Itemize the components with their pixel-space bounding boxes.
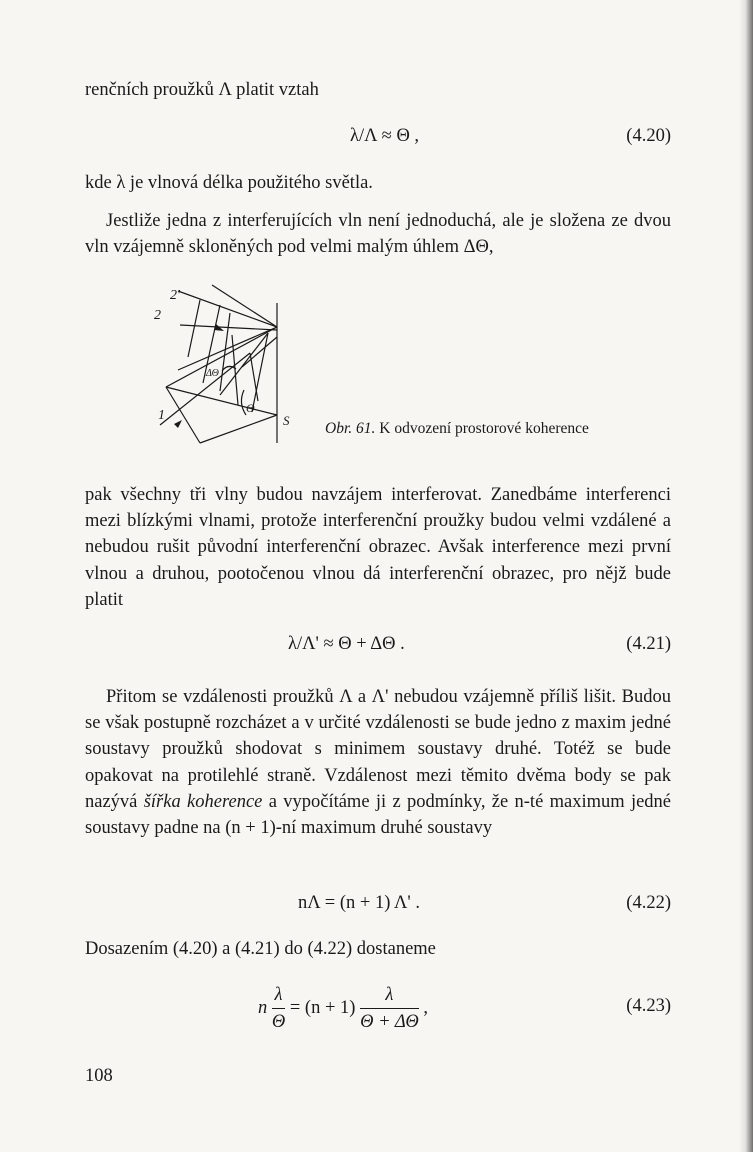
equation-4-20: λ/Λ ≈ Θ , [350,126,420,146]
label-2prime: 2' [170,288,180,303]
equation-number-4-23: (4.23) [626,996,671,1016]
eq-4-23-rhs-numerator: λ [385,985,394,1005]
term-sirka-koherence: šířka koherence [143,791,263,812]
eq-4-23-lhs-numerator: λ [274,985,283,1005]
paragraph-1: Jestliže jedna z interferujících vln není jednoduchá, ale je složena ze dvou vln vzájemně skloněných pod velmi malým úhlem ΔΘ, [85,211,671,258]
eq-4-23-rhs-denominator: Θ + ΔΘ [360,1012,419,1032]
paragraph-3-part-1: Přitom se vzdálenosti proužků Λ a Λ' nebudou vzájemně příliš lišit. Budou se však postupně rozcházet a v určité vzdálenosti se bude jedno z maxim jedné soustavy proužků shodovat s minimem soustavy druhé. Totéž se bude opakovat na protilehlé straně. Vzdálenost mezi těmito dvěma body se pak nazývá [85,687,671,812]
eq-4-23-trail: , [423,997,428,1018]
label-delta-theta: ΔΘ [206,368,219,379]
label-2: 2 [154,308,161,323]
eq-4-23-rhs-fraction [360,983,419,1034]
eq-4-23-lhs-denominator: Θ [271,1012,286,1032]
eq-4-23-n: n [258,997,268,1018]
arrow-1 [174,420,182,428]
paragraph-3-part-2: a vypočítáme ji z podmínky, že n-té maximum jedné soustavy padne na (n + 1)-ní maximum druhé soustavy [85,791,672,839]
eq-4-23-middle: = (n + 1) [289,997,356,1018]
label-theta: Θ [246,401,255,415]
figure-61 [140,275,310,450]
equation-4-22: nΛ = (n + 1) Λ' . [298,893,420,913]
figure-caption [325,420,589,438]
paragraph-2: pak všechny tři vlny budou navzájem interferovat. Zanedbáme interferenci mezi blízkými vlnami, protože interferenční proužky budou velmi vzdálené a nebudou rušit původní interferenční obrazec. Avšak interference mezi první vlnou a druhou, pootočenou vlnou dá interferenční obrazec, pro nějž bude platit [85,485,671,610]
eq-4-23-lhs-fraction [272,983,285,1034]
equation-number-4-20: (4.20) [626,126,671,146]
page-number: 108 [85,1066,113,1086]
equation-number-4-21: (4.21) [626,634,671,654]
caption-label: Obr. 61. [325,420,376,437]
paragraph-3 [85,684,671,841]
kde-line: kde λ je vlnová délka použitého světla. [85,173,373,193]
caption-text: K odvození prostorové koherence [379,420,589,437]
equation-4-23 [258,983,428,1034]
page-edge-shadow [739,0,753,1152]
label-1: 1 [158,408,165,423]
equation-4-21: λ/Λ' ≈ Θ + ΔΘ . [288,634,405,654]
dosazenim-line: Dosazením (4.20) a (4.21) do (4.22) dostaneme [85,939,436,959]
intro-line: renčních proužků Λ platit vztah [85,80,319,100]
wave-2prime-upper-edge [178,291,277,327]
label-s: S [283,413,290,428]
equation-number-4-22: (4.22) [626,893,671,913]
